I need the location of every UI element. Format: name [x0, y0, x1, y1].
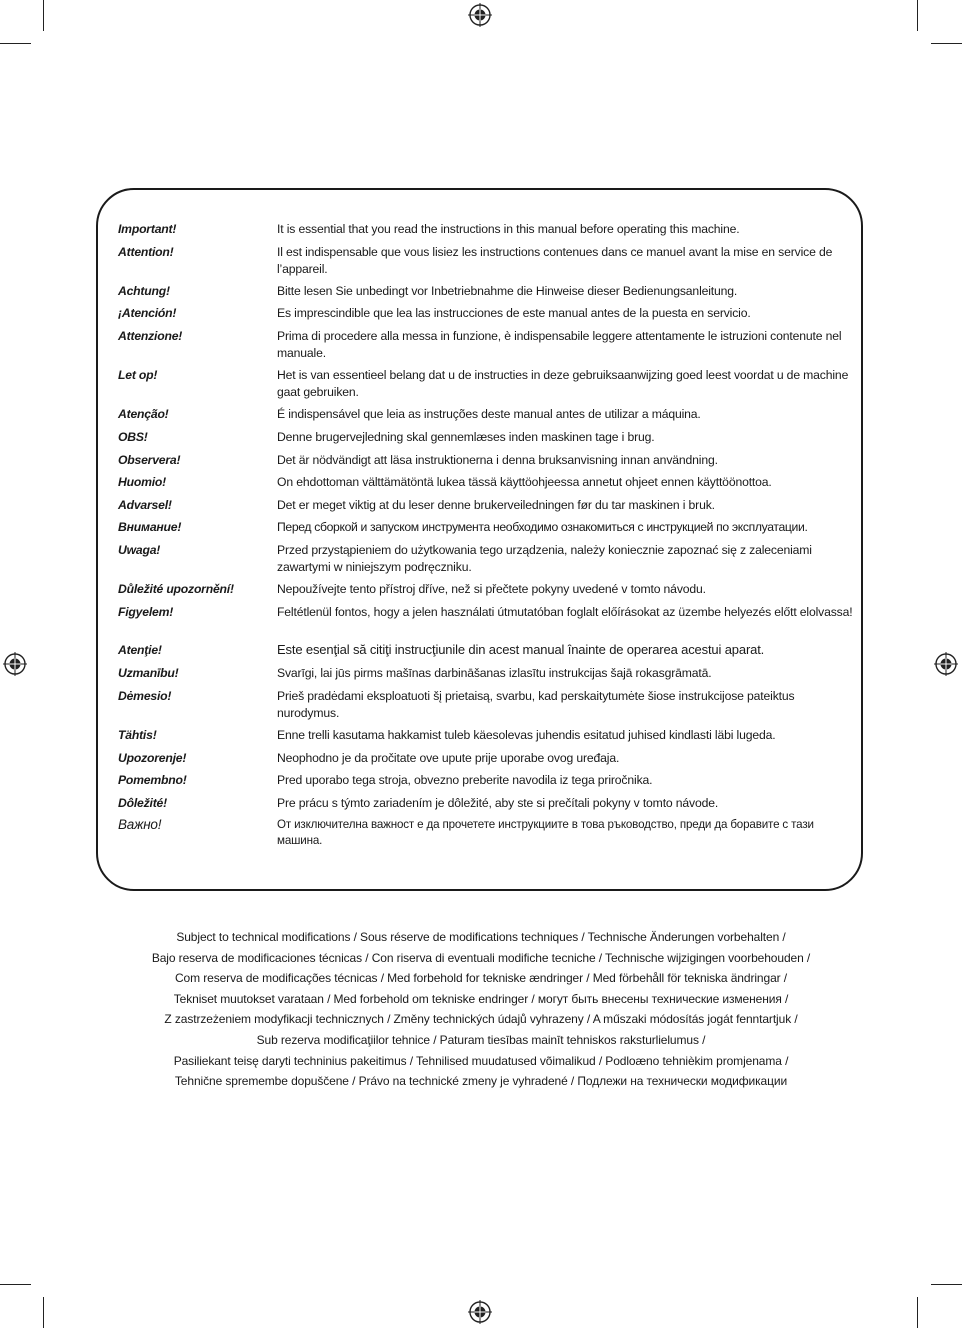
- warning-label: Важно!: [118, 817, 162, 832]
- warning-text: Pred uporabo tega stroja, obvezno preberite navodila iz tega priročnika.: [277, 773, 653, 787]
- warning-label: Внимание!: [118, 520, 182, 534]
- crop-mark-top-right-v: [917, 0, 918, 31]
- footer-line: Tehnične spremembe dopuščene / Právo na technické zmeny je vyhradené / Подлежи на технически модификации: [174, 1074, 788, 1089]
- warning-label: Pomembno!: [118, 773, 187, 787]
- warning-label: Dėmesio!: [118, 689, 172, 703]
- warning-text: Denne brugervejledning skal gennemlæses inden maskinen tage i brug.: [277, 430, 655, 444]
- warning-text: Pre prácu s týmto zariadením je dôležité, aby ste si prečítali pokyny v tomto návode.: [277, 796, 719, 810]
- warning-text: Het is van essentieel belang dat u de instructies in deze gebruiksaanwijzing goed leest voordat u de machine gaat gebruiken.: [277, 368, 849, 399]
- warning-text: Enne trelli kasutama hakkamist tuleb käesolevas juhendis esitatud juhised kindlasti läbi lugeda.: [277, 728, 776, 742]
- footer-line: Sub rezerva modificaţiilor tehnice / Paturam tiesības mainīt tehniskos raksturlielumus /: [256, 1032, 706, 1047]
- crop-mark-top-left-v: [43, 0, 44, 31]
- warning-label: Dôležité!: [118, 796, 167, 810]
- warning-label: OBS!: [118, 430, 148, 444]
- warning-label: Important!: [118, 222, 177, 236]
- warning-label: Atenção!: [118, 407, 169, 421]
- registration-mark-top-icon: [468, 3, 492, 27]
- warning-label: Achtung!: [118, 284, 170, 298]
- warning-label: Upozorenje!: [118, 751, 187, 765]
- warning-text: Este esenţial să citiţi instrucţiunile din acest manual înainte de operarea acestui aparat.: [277, 642, 765, 657]
- warning-text: Bitte lesen Sie unbedingt vor Inbetriebnahme die Hinweise dieser Bedienungsanleitung.: [277, 284, 738, 298]
- warning-label: Huomio!: [118, 475, 167, 489]
- footer-line: Z zastrzeżeniem modyfikacji technicznych / Změny technických údajů vyhrazeny / A műszaki módosítás jogát fenntartjuk /: [164, 1012, 798, 1027]
- warning-label: Observera!: [118, 453, 181, 467]
- crop-mark-bottom-left-v: [43, 1297, 44, 1328]
- crop-mark-bottom-right-h: [931, 1284, 962, 1285]
- warning-text: Det är nödvändigt att läsa instruktionerna i denna bruksanvisning innan användning.: [277, 453, 718, 467]
- warning-label: Atenţie!: [118, 643, 162, 657]
- warning-text: Svarīgi, lai jūs pirms mašīnas darbināšanas izlasītu instrukcijas šajā rokasgrāmatā.: [277, 666, 712, 680]
- technical-modifications-notice: [80, 927, 882, 1092]
- warning-text: It is essential that you read the instructions in this manual before operating this machine.: [277, 222, 740, 236]
- registration-mark-bottom-icon: [468, 1300, 492, 1324]
- crop-mark-bottom-right-v: [917, 1297, 918, 1328]
- warning-label: Attention!: [118, 245, 174, 259]
- warning-label: Figyelem!: [118, 605, 174, 619]
- crop-mark-top-right-h: [931, 43, 962, 44]
- warning-label: ¡Atención!: [118, 306, 177, 320]
- warning-label: Tähtis!: [118, 728, 157, 742]
- warning-label: Attenzione!: [118, 329, 183, 343]
- footer-line: Bajo reserva de modificaciones técnicas / Con riserva di eventuali modifiche tecniche / Technische wijzigingen voorbehouden /: [151, 950, 811, 965]
- warning-text: Det er meget viktig at du leser denne brukerveiledningen før du tar maskinen i bruk.: [277, 498, 715, 512]
- warning-text: Es imprescindible que lea las instrucciones de este manual antes de la puesta en servicio.: [277, 306, 751, 320]
- warning-text: É indispensável que leia as instruções deste manual antes de utilizar a máquina.: [277, 407, 701, 421]
- warning-text: Перед сборкой и запуском инструмента необходимо ознакомиться с инструкцией по эксплуатации.: [277, 520, 808, 534]
- warning-text: Il est indispensable que vous lisiez les instructions contenues dans ce manuel avant la mise en service de l’appareil.: [277, 245, 833, 276]
- warning-text: Neophodno je da pročitate ove upute prije uporabe ovog uređaja.: [277, 751, 620, 765]
- footer-line: Subject to technical modifications / Sous réserve de modifications techniques / Technische Änderungen vorbehalten /: [176, 930, 786, 944]
- warning-text: Prima di procedere alla messa in funzione, è indispensabile leggere attentamente le istruzioni contenute nel manuale.: [277, 329, 842, 360]
- footer-line: Tekniset muutokset varataan / Med forbehold om tekniske endringer / могут быть внесены технические изменения /: [173, 991, 789, 1006]
- registration-mark-left-icon: [3, 652, 27, 676]
- warning-text: Przed przystąpieniem do użytkowania tego urządzenia, należy koniecznie zapoznać się z zaleceniami zawartymi w niniejszym podręczniku.: [277, 543, 812, 574]
- crop-mark-bottom-left-h: [0, 1284, 31, 1285]
- warning-label: Důležité upozornění!: [118, 582, 234, 596]
- warning-label: Advarsel!: [118, 498, 172, 512]
- footer-line: Com reserva de modificações técnicas / Med forbehold for tekniske ændringer / Med förbehåll för tekniska ändringar /: [174, 971, 788, 986]
- warning-text: On ehdottoman välttämätöntä lukea tässä käyttöohjeessa annetut ohjeet ennen käyttöönottoa.: [277, 475, 772, 489]
- warning-text: Nepoužívejte tento přístroj dříve, než si přečtete pokyny uvedené v tomto návodu.: [277, 582, 706, 596]
- warning-text: Prieš pradėdami eksploatuoti šį prietaisą, svarbu, kad perskaitytumėte šiose instrukcijose pateiktus nurodymus.: [277, 689, 795, 720]
- footer-line: Pasiliekant teisę daryti techninius pakeitimus / Tehnilised muudatused võimalikud / Podloæno tehnièkim promjenama /: [173, 1053, 789, 1068]
- warning-label: Uwaga!: [118, 543, 161, 557]
- registration-mark-right-icon: [934, 652, 958, 676]
- warning-text: От изключителна важност е да прочетете инструкциите в това ръководство, преди да боравите с тази машина.: [277, 818, 814, 847]
- warning-label: Let op!: [118, 368, 158, 382]
- warning-label: Uzmanību!: [118, 666, 179, 680]
- warning-text: Feltétlenül fontos, hogy a jelen használati útmutatóban foglalt előírásokat az üzembe helyezés előtt elolvassa!: [277, 605, 853, 619]
- crop-mark-top-left-h: [0, 43, 31, 44]
